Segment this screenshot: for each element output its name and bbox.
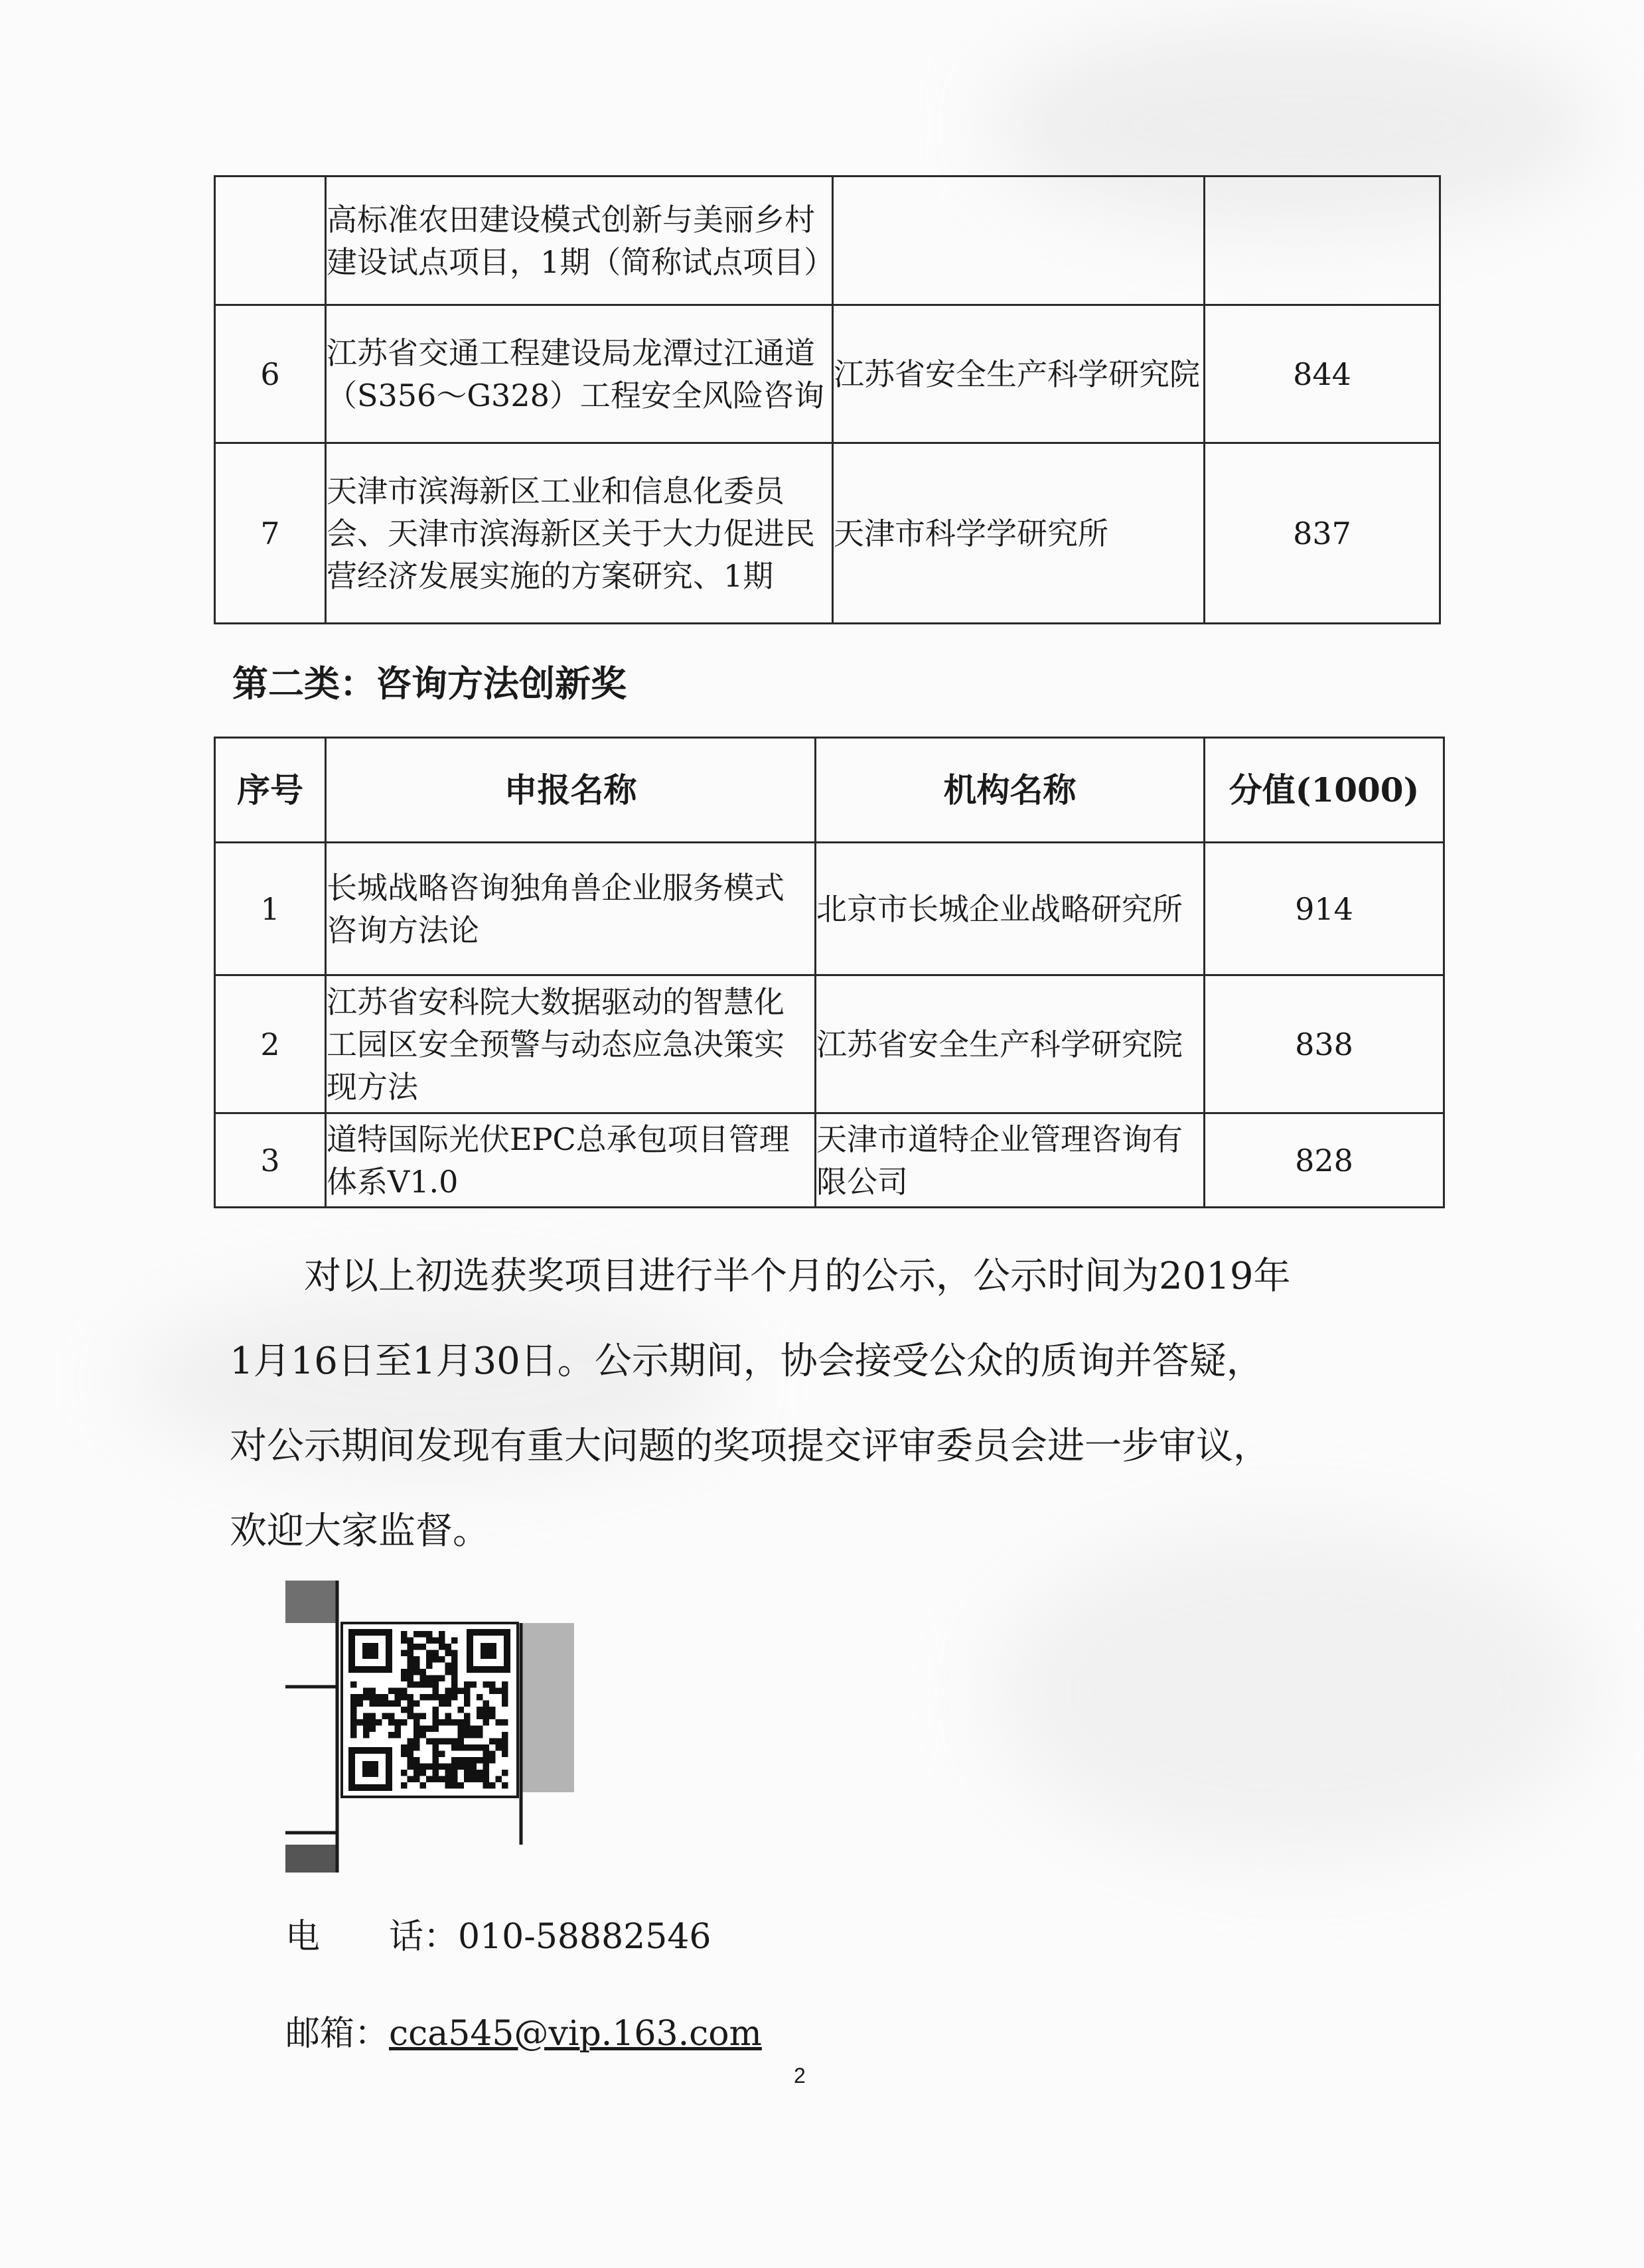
notice-line: 对以上初选获奖项目进行半个月的公示，公示时间为2019年 (304, 1255, 1291, 1298)
score: 844 (1205, 305, 1440, 443)
page-number: 2 (794, 2064, 806, 2088)
awards-table-method-innovation (214, 737, 1445, 1208)
table-header-row (215, 738, 1444, 843)
notice-line: 对公示期间发现有重大问题的奖项提交评审委员会进一步审议， (230, 1425, 1270, 1468)
header-score: 分值(1000) (1205, 738, 1444, 843)
row-number (215, 177, 326, 305)
row-number: 3 (215, 1113, 326, 1208)
organization-name: 江苏省安全生产科学研究院 (816, 975, 1205, 1113)
score (1205, 177, 1440, 305)
table-row (215, 177, 1440, 305)
awards-table-part1 (214, 175, 1441, 624)
notice-line: 欢迎大家监督。 (230, 1510, 490, 1553)
score: 914 (1205, 843, 1444, 975)
score: 828 (1205, 1113, 1444, 1208)
table-row (215, 843, 1444, 975)
organization-name: 北京市长城企业战略研究所 (816, 843, 1205, 975)
row-number: 1 (215, 843, 326, 975)
table-row (215, 443, 1440, 624)
organization-name: 天津市科学学研究所 (833, 443, 1205, 624)
organization-name (833, 177, 1205, 305)
score: 837 (1205, 443, 1440, 624)
project-name: 高标准农田建设模式创新与美丽乡村建设试点项目，1期（简称试点项目） (326, 177, 833, 305)
phone-number: 010-58882546 (458, 1917, 711, 1957)
table-row (215, 975, 1444, 1113)
score: 838 (1205, 975, 1444, 1113)
organization-name: 天津市道特企业管理咨询有限公司 (816, 1113, 1205, 1208)
table-row (215, 305, 1440, 443)
project-name: 江苏省交通工程建设局龙潭过江通道（S356～G328）工程安全风险咨询 (326, 305, 833, 443)
email-link[interactable]: cca545@vip.163.com (389, 2014, 762, 2054)
project-name: 道特国际光伏EPC总承包项目管理体系V1.0 (326, 1113, 816, 1208)
header-org: 机构名称 (816, 738, 1205, 843)
qr-code-icon (285, 1581, 574, 1873)
notice-line: 1月16日至1月30日。公示期间，协会接受公众的质询并答疑， (230, 1340, 1264, 1383)
contact-email (285, 2005, 762, 2055)
row-number: 2 (215, 975, 326, 1113)
row-number: 6 (215, 305, 326, 443)
notice-paragraph (230, 1234, 1424, 1574)
header-number: 序号 (215, 738, 326, 843)
organization-name: 江苏省安全生产科学研究院 (833, 305, 1205, 443)
project-name: 天津市滨海新区工业和信息化委员会、天津市滨海新区关于大力促进民营经济发展实施的方案研究、1期 (326, 443, 833, 624)
table-row (215, 1113, 1444, 1208)
row-number: 7 (215, 443, 326, 624)
section-title: 第二类：咨询方法创新奖 (232, 662, 627, 705)
email-label: 邮箱： (285, 2014, 390, 2054)
project-name: 江苏省安科院大数据驱动的智慧化工园区安全预警与动态应急决策实现方法 (326, 975, 816, 1113)
contact-phone (285, 1908, 711, 1958)
phone-label: 电 话： (285, 1917, 459, 1957)
project-name: 长城战略咨询独角兽企业服务模式咨询方法论 (326, 843, 816, 975)
header-name: 申报名称 (326, 738, 816, 843)
